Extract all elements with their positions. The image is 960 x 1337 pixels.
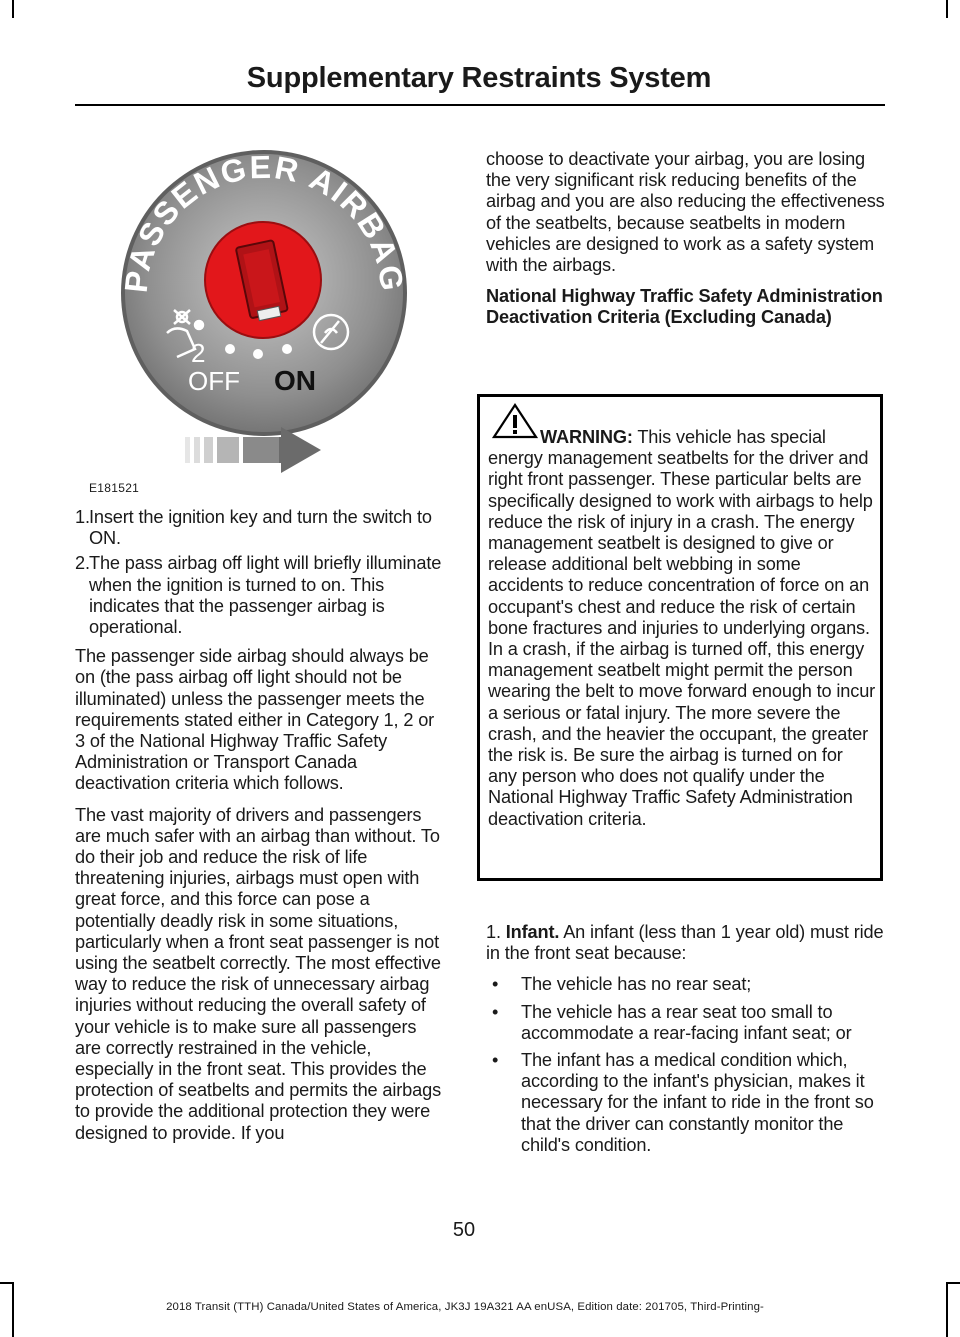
crop-mark-top-right [946,0,948,18]
step-text: Insert the ignition key and turn the switch to ON. [89,507,432,549]
infant-criteria-list [486,974,886,1156]
detent-dot-1 [225,344,235,354]
warning-content [488,427,876,830]
paragraph: The vast majority of drivers and passengers are much safer with an airbag than without. To do their job and reduce the risk of life threatening injuries, airbags must open with great force, and this force can pose a potentially deadly risk in some situations, particularly when a front seat passenger is not using the seatbelt correctly. The most effective way to reduce the risk of unnecessary airbag injuries without reducing the overall safety of your vehicle is to make sure all passengers are correctly restrained in the vehicle, especially in the front seat. This provides the protection of seatbelts and permits the airbags to provide the additional protection they were designed to provide. If you [75,804,442,1143]
airbag-switch-figure [75,135,447,497]
infant-text: An infant (less than 1 year old) must ride in the front seat because: [486,922,884,964]
crop-mark-top-left [12,0,14,18]
list-item [486,974,886,995]
list-item [486,1050,886,1156]
warning-label: WARNING: [540,427,633,447]
off-label: OFF [188,366,240,396]
steps-list [75,507,447,638]
ring-text: PASSENGER AIRBAG [117,148,411,295]
position-number: 2 [191,338,206,368]
detent-dot-2 [253,349,263,359]
bullet-text: The infant has a medical condition which, according to the infant's physician, makes it necessary for the infant to ride in the front so that the driver can constantly monitor the child's condition. [521,1050,874,1155]
crop-mark-bottom-right [946,1282,948,1337]
bullet-text: The vehicle has a rear seat too small to accommodate a rear-facing infant seat; or [521,1001,852,1043]
warning-text: This vehicle has special energy management seatbelts for the driver and right front passenger. These particular belts are specifically designed to work with airbags to help reduce the risk of injury in a crash. The energy management seatbelt is designed to give or release additional belt webbing in some accidents to reduce concentration of force on an occupant's chest and reduce the risk of certain bone fractures and injuries to underlying organs. In a crash, if the airbag is turned off, this energy management seatbelt might permit the person wearing the belt to move forward enough to incur a serious or fatal injury. The more severe the crash, and the heavier the occupant, the greater the risk is. Be sure the airbag is turned on for any person who does not qualify under the National Highway Traffic Safety Administration deactivation criteria. [488,427,876,829]
step-number: 2. [75,553,90,574]
bullet-icon: • [492,1001,499,1022]
paragraph: choose to deactivate your airbag, you are losing the very significant risk reducing benefits of the airbag and you are also reducing the effectiveness of the seatbelts, because seatbelts in modern vehicles are designed to work as a safety system with the airbags. [486,149,885,276]
list-item [486,1002,886,1044]
right-column [486,149,886,328]
step-text: The pass airbag off light will briefly illuminate when the ignition is turned to on. This indicates that the passenger airbag is operational. [89,553,442,638]
header-divider [75,104,885,106]
bullet-icon: • [492,974,499,995]
page-number: 50 [452,1219,476,1241]
infant-paragraph [486,922,886,964]
warning-box [477,394,883,881]
list-item [75,507,447,549]
warning-triangle-icon [492,403,538,439]
page-title: Supplementary Restraints System [246,62,712,94]
figure-code: E181521 [89,481,140,495]
section-heading: National Highway Traffic Safety Administration Deactivation Criteria (Excluding Canada) [486,286,883,328]
crop-mark-bottom-left-h [0,1282,14,1284]
crop-mark-bottom-right-h [946,1282,960,1284]
detent-dot-3 [282,344,292,354]
airbag-switch-illustration [75,135,447,497]
infant-number: 1. [486,922,501,942]
left-column [75,507,447,1154]
infant-label: Infant. [505,922,560,942]
on-label: ON [274,365,316,396]
bullet-icon: • [492,1050,499,1071]
infant-section [486,922,886,1162]
footer-edition-info: 2018 Transit (TTH) Canada/United States of America, JK3J 19A321 AA enUSA, Edition date: 201705, Third-Printing- [166,1301,764,1313]
bullet-text: The vehicle has no rear seat; [521,974,752,995]
list-item [75,553,447,638]
paragraph: The passenger side airbag should always be on (the pass airbag off light should not be illuminated) unless the passenger meets the requirements stated either in Category 1, 2 or 3 of the National Highway Traffic Safety Administration or Transport Canada deactivation criteria which follows. [75,646,435,794]
step-number: 1. [75,507,90,527]
